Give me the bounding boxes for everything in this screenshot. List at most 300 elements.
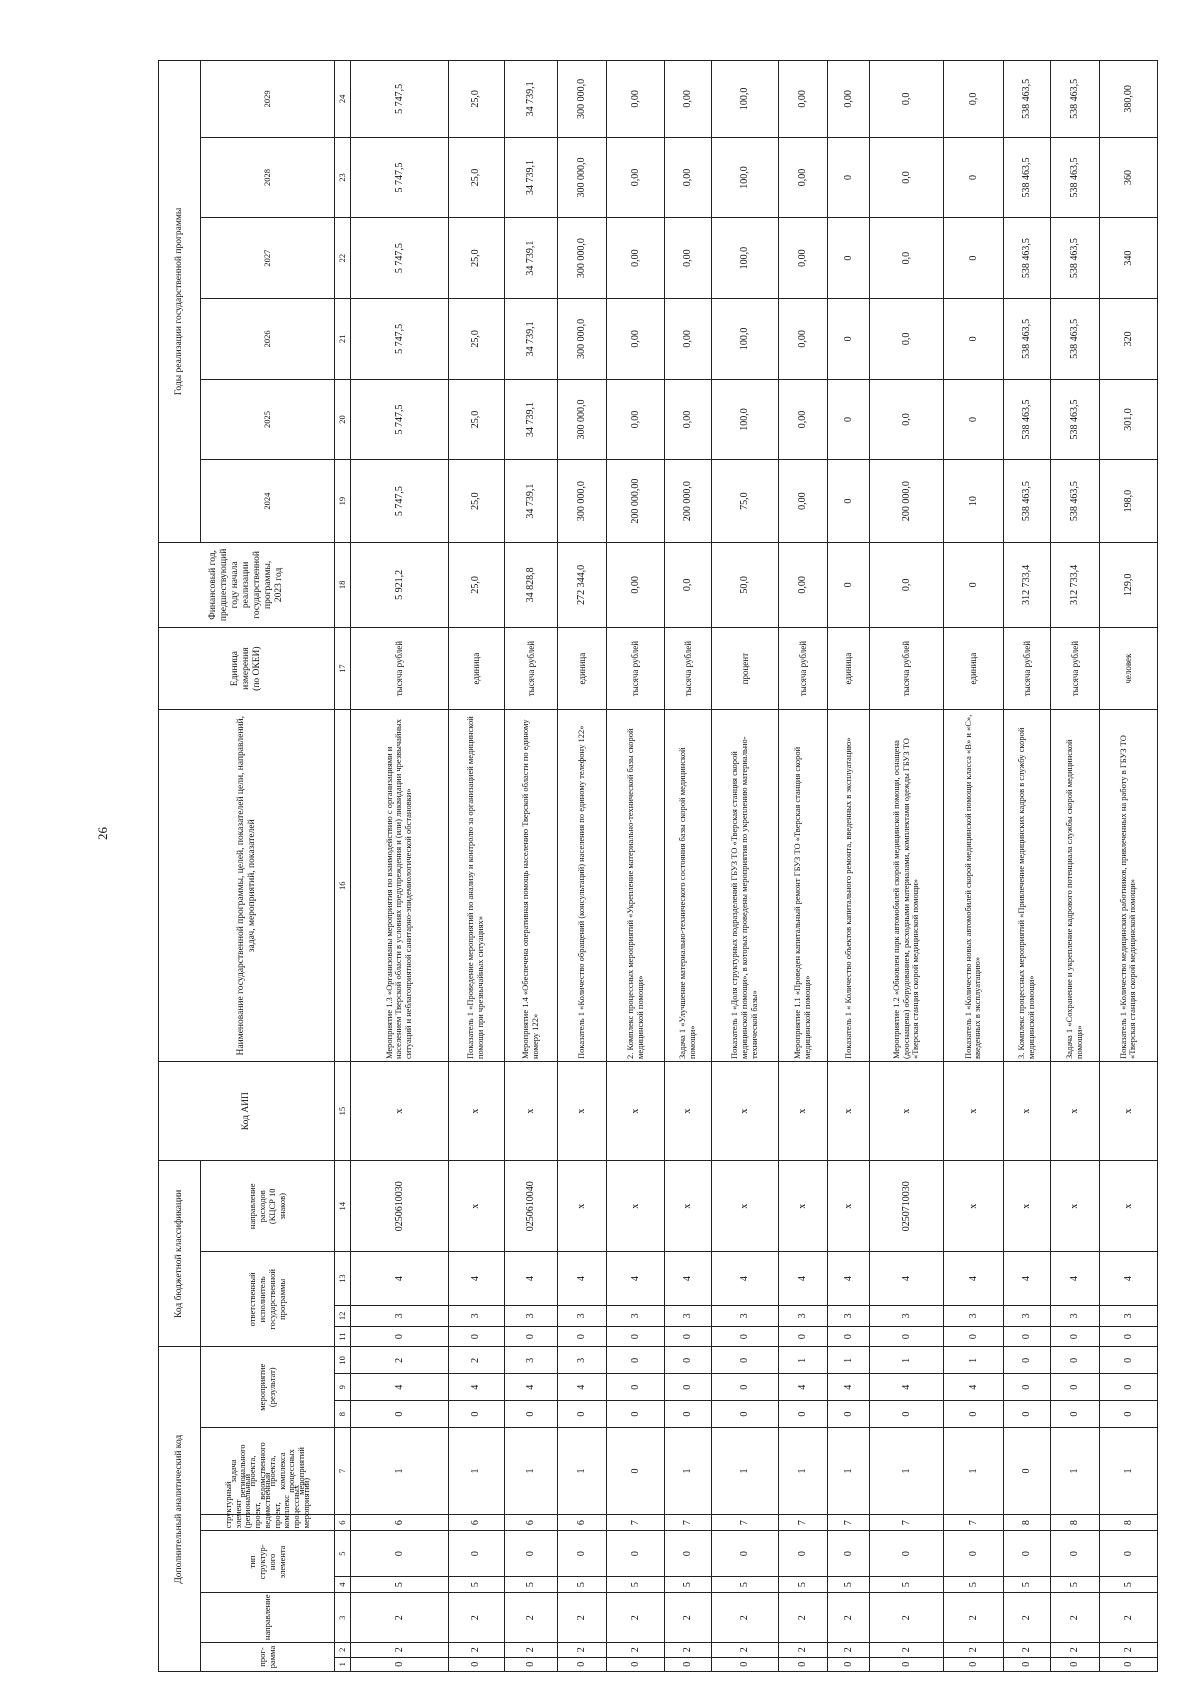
aip-cell: х (711, 1062, 778, 1161)
year-value-cell: 100,0 (711, 61, 778, 138)
year-value-cell: 0 (943, 137, 1003, 218)
name-cell: Показатель 1 «Количество обращений (консультаций) населения по единому телефону 122» (558, 710, 607, 1062)
year-value-cell: 0 (827, 218, 869, 299)
year-value-cell: 0,0 (870, 379, 944, 460)
code-cell: 1 (558, 1428, 607, 1515)
code-cell: 0 (1050, 1347, 1099, 1374)
code-cell: 4 (827, 1374, 869, 1401)
unit-cell: единица (943, 627, 1003, 710)
code-cell: 4 (448, 1374, 504, 1401)
code-cell: 3 (827, 1306, 869, 1327)
year-value-cell: 0,00 (827, 61, 869, 138)
unit-cell: тысяча рублей (870, 627, 944, 710)
code-cell: 5 (1004, 1576, 1051, 1593)
code-cell: 2 (1050, 1643, 1099, 1657)
code-cell: 0 (1004, 1326, 1051, 1347)
unit-cell: человек (1099, 627, 1157, 710)
page-number: 26 (95, 827, 110, 840)
code-cell: 4 (504, 1252, 558, 1306)
year-value-cell: 300 000,0 (558, 460, 607, 543)
column-number-cell: 11 (335, 1326, 351, 1347)
code-cell: 0 (1004, 1531, 1051, 1576)
year-value-cell: 0,00 (778, 298, 827, 379)
year-value-cell: 34 739,1 (504, 460, 558, 543)
column-number-cell: 10 (335, 1347, 351, 1374)
code-cell: 0 (665, 1347, 712, 1374)
code-cell: 2 (350, 1347, 448, 1374)
year-value-cell: 538 463,5 (1050, 298, 1099, 379)
code-cell: 0 (607, 1657, 665, 1671)
code-cell: 2 (607, 1643, 665, 1657)
name-cell: Показатель 1 «Проведение мероприятий по анализу и контролю за организацией медицинской помощи при чрезвычайных ситуациях» (448, 710, 504, 1062)
code-cell: 7 (943, 1514, 1003, 1531)
code-cell: 0 (448, 1531, 504, 1576)
code-cell: 2 (504, 1643, 558, 1657)
year-value-cell: 34 739,1 (504, 218, 558, 299)
code-cell: 0 (1004, 1374, 1051, 1401)
table-row (448, 61, 504, 1672)
code-cell: 1 (350, 1428, 448, 1515)
kcsr-cell: х (943, 1161, 1003, 1252)
code-cell: 4 (1050, 1252, 1099, 1306)
year-value-cell: 0,00 (665, 379, 712, 460)
year-value-cell: 538 463,5 (1004, 460, 1051, 543)
code-cell: 2 (558, 1643, 607, 1657)
code-cell: 4 (558, 1252, 607, 1306)
code-cell: 0 (448, 1401, 504, 1428)
year-value-cell: 0 (943, 298, 1003, 379)
code-cell: 0 (1050, 1374, 1099, 1401)
year-value-cell: 0,00 (607, 218, 665, 299)
year-value-cell: 100,0 (711, 379, 778, 460)
code-cell: 4 (350, 1374, 448, 1401)
aip-cell: х (504, 1062, 558, 1161)
fin-year-cell: 312 733,4 (1050, 542, 1099, 627)
code-cell: 5 (711, 1576, 778, 1593)
code-cell: 1 (943, 1347, 1003, 1374)
code-cell: 2 (558, 1593, 607, 1643)
code-cell: 1 (943, 1428, 1003, 1515)
year-value-cell: 0,00 (665, 298, 712, 379)
code-cell: 4 (504, 1374, 558, 1401)
header-year-2028: 2028 (201, 137, 335, 218)
code-cell: 1 (504, 1428, 558, 1515)
code-cell: 0 (558, 1531, 607, 1576)
code-cell: 0 (350, 1326, 448, 1347)
aip-cell: х (1099, 1062, 1157, 1161)
year-value-cell: 100,0 (711, 298, 778, 379)
code-cell: 3 (870, 1306, 944, 1327)
code-cell: 0 (827, 1326, 869, 1347)
code-cell: 7 (711, 1514, 778, 1531)
code-cell: 1 (778, 1347, 827, 1374)
unit-cell: тысяча рублей (665, 627, 712, 710)
code-cell: 3 (504, 1347, 558, 1374)
code-cell: 0 (350, 1401, 448, 1428)
fin-year-cell: 34 828,8 (504, 542, 558, 627)
code-cell: 0 (607, 1531, 665, 1576)
column-number-cell: 6 (335, 1514, 351, 1531)
year-value-cell: 34 739,1 (504, 137, 558, 218)
code-cell: 0 (778, 1326, 827, 1347)
year-value-cell: 5 747,5 (350, 460, 448, 543)
aip-cell: х (558, 1062, 607, 1161)
year-value-cell: 25,0 (448, 61, 504, 138)
aip-cell: х (665, 1062, 712, 1161)
code-cell: 3 (1004, 1306, 1051, 1327)
kcsr-cell: х (778, 1161, 827, 1252)
code-cell: 3 (558, 1306, 607, 1327)
code-cell: 0 (504, 1531, 558, 1576)
column-number-cell: 24 (335, 61, 351, 138)
year-value-cell: 538 463,5 (1004, 379, 1051, 460)
code-cell: 0 (350, 1657, 448, 1671)
table-row (943, 61, 1003, 1672)
code-cell: 1 (870, 1347, 944, 1374)
year-value-cell: 340 (1099, 218, 1157, 299)
year-value-cell: 300 000,0 (558, 61, 607, 138)
header-prog: прог- рамма (201, 1643, 335, 1672)
code-cell: 8 (1004, 1514, 1051, 1531)
code-cell: 4 (711, 1252, 778, 1306)
fin-year-cell: 0,0 (665, 542, 712, 627)
year-value-cell: 100,0 (711, 218, 778, 299)
code-cell: 0 (870, 1531, 944, 1576)
code-cell: 4 (870, 1252, 944, 1306)
aip-cell: х (827, 1062, 869, 1161)
code-cell: 0 (350, 1531, 448, 1576)
fin-year-cell: 25,0 (448, 542, 504, 627)
header-otvet: ответственный исполнитель государственной программы (201, 1252, 335, 1347)
year-value-cell: 34 739,1 (504, 61, 558, 138)
table-row (350, 61, 448, 1672)
column-number-cell: 1 (335, 1657, 351, 1671)
code-cell: 2 (448, 1643, 504, 1657)
code-cell: 6 (558, 1514, 607, 1531)
table-row (711, 61, 778, 1672)
unit-cell: единица (558, 627, 607, 710)
table-row (558, 61, 607, 1672)
table-row (607, 61, 665, 1672)
code-cell: 0 (711, 1374, 778, 1401)
year-value-cell: 5 747,5 (350, 379, 448, 460)
year-value-cell: 5 747,5 (350, 218, 448, 299)
code-cell: 0 (504, 1401, 558, 1428)
code-cell: 2 (870, 1593, 944, 1643)
column-number-row (335, 61, 351, 1672)
unit-cell: единица (448, 627, 504, 710)
code-cell: 0 (558, 1401, 607, 1428)
column-number-cell: 5 (335, 1531, 351, 1576)
header-dop-code: Дополнительный аналитический код (159, 1347, 201, 1672)
table-row (870, 61, 944, 1672)
code-cell: 3 (607, 1306, 665, 1327)
column-number-cell: 19 (335, 460, 351, 543)
code-cell: 0 (711, 1401, 778, 1428)
column-number-cell: 3 (335, 1593, 351, 1643)
year-value-cell: 300 000,0 (558, 298, 607, 379)
year-value-cell: 0,00 (778, 460, 827, 543)
code-cell: 5 (943, 1576, 1003, 1593)
code-cell: 0 (1099, 1401, 1157, 1428)
code-cell: 6 (504, 1514, 558, 1531)
year-value-cell: 320 (1099, 298, 1157, 379)
code-cell: 2 (665, 1593, 712, 1643)
year-value-cell: 0,0 (943, 61, 1003, 138)
header-budget-code: Код бюджетной классификации (159, 1161, 201, 1347)
code-cell: 3 (943, 1306, 1003, 1327)
year-value-cell: 538 463,5 (1050, 379, 1099, 460)
code-cell: 0 (870, 1401, 944, 1428)
code-cell: 0 (943, 1326, 1003, 1347)
year-value-cell: 538 463,5 (1050, 460, 1099, 543)
name-cell: Мероприятие 1.4 «Обеспечена оперативная помощь населению Тверской области по единому номеру 122» (504, 710, 558, 1062)
code-cell: 3 (711, 1306, 778, 1327)
code-cell: 1 (1099, 1428, 1157, 1515)
code-cell: 2 (1004, 1643, 1051, 1657)
name-cell: Мероприятие 1.1 «Проведен капитальный ремонт ГБУЗ ТО «Тверская станция скорой медицинской помощи» (778, 710, 827, 1062)
aip-cell: х (448, 1062, 504, 1161)
code-cell: 2 (1099, 1643, 1157, 1657)
code-cell: 5 (607, 1576, 665, 1593)
code-cell: 2 (711, 1643, 778, 1657)
column-number-cell: 22 (335, 218, 351, 299)
table-row (1099, 61, 1157, 1672)
code-cell: 0 (1099, 1531, 1157, 1576)
year-value-cell: 538 463,5 (1050, 218, 1099, 299)
column-number-cell: 21 (335, 298, 351, 379)
code-cell: 2 (778, 1593, 827, 1643)
year-value-cell: 300 000,0 (558, 218, 607, 299)
code-cell: 0 (665, 1531, 712, 1576)
aip-cell: х (870, 1062, 944, 1161)
aip-cell: х (1050, 1062, 1099, 1161)
code-cell: 6 (448, 1514, 504, 1531)
fin-year-cell: 0 (943, 542, 1003, 627)
year-value-cell: 100,0 (711, 137, 778, 218)
code-cell: 0 (504, 1326, 558, 1347)
code-cell: 0 (711, 1347, 778, 1374)
header-napr: направление (201, 1593, 335, 1643)
header-name: Наименование государственной программы, целей, показателей цели, направлений, задач, мероприятий, показателей (159, 710, 335, 1062)
header-year-2026: 2026 (201, 298, 335, 379)
year-value-cell: 538 463,5 (1004, 298, 1051, 379)
code-cell: 0 (778, 1657, 827, 1671)
code-cell: 5 (665, 1576, 712, 1593)
column-number-cell: 13 (335, 1252, 351, 1306)
year-value-cell: 34 739,1 (504, 298, 558, 379)
name-cell: Задача 1 «Улучшение материально-технического состояния базы скорой медицинской помощи» (665, 710, 712, 1062)
header-unit: Единица измерения (по ОКЕИ) (159, 627, 335, 710)
code-cell: 0 (827, 1531, 869, 1576)
column-number-cell: 23 (335, 137, 351, 218)
header-meropr: мероприятие (результат) (201, 1347, 335, 1428)
aip-cell: х (607, 1062, 665, 1161)
code-cell: 0 (1004, 1347, 1051, 1374)
code-cell: 3 (448, 1306, 504, 1327)
name-cell: 3. Комплекс процессных мероприятий «Привлечение медицинских кадров в службу скорой медицинской помощи» (1004, 710, 1051, 1062)
code-cell: 5 (504, 1576, 558, 1593)
year-value-cell: 0 (827, 460, 869, 543)
kcsr-cell: х (711, 1161, 778, 1252)
code-cell: 7 (827, 1514, 869, 1531)
code-cell: 0 (1099, 1326, 1157, 1347)
code-cell: 0 (827, 1401, 869, 1428)
code-cell: 2 (943, 1643, 1003, 1657)
fin-year-cell: 0,0 (870, 542, 944, 627)
year-value-cell: 538 463,5 (1050, 137, 1099, 218)
code-cell: 0 (778, 1531, 827, 1576)
year-value-cell: 0,00 (607, 61, 665, 138)
code-cell: 1 (1050, 1428, 1099, 1515)
code-cell: 8 (1050, 1514, 1099, 1531)
code-cell: 1 (827, 1347, 869, 1374)
code-cell: 0 (711, 1326, 778, 1347)
code-cell: 0 (1004, 1401, 1051, 1428)
year-value-cell: 0,00 (665, 218, 712, 299)
kcsr-cell: 0250610040 (504, 1161, 558, 1252)
code-cell: 0 (1050, 1657, 1099, 1671)
column-number-cell: 17 (335, 627, 351, 710)
name-cell: Показатель 1 «Доля структурных подразделений ГБУЗ ТО «Тверская станция скорой медицинской помощи», в которых проведены мероприятия по укреплению материально-технической базы» (711, 710, 778, 1062)
name-cell: Показатель 1 «Количество медицинских работников, привлеченных на работу в ГБУЗ ТО «Тверская станция скорой медицинской помощи» (1099, 710, 1157, 1062)
code-cell: 2 (607, 1593, 665, 1643)
year-value-cell: 0,00 (665, 61, 712, 138)
year-value-cell: 301,0 (1099, 379, 1157, 460)
year-value-cell: 0,0 (870, 137, 944, 218)
code-cell: 0 (943, 1401, 1003, 1428)
unit-cell: единица (827, 627, 869, 710)
code-cell: 2 (827, 1643, 869, 1657)
year-value-cell: 0,00 (665, 137, 712, 218)
code-cell: 3 (778, 1306, 827, 1327)
code-cell: 1 (778, 1428, 827, 1515)
column-number-cell: 8 (335, 1401, 351, 1428)
code-cell: 4 (778, 1374, 827, 1401)
table-row (1050, 61, 1099, 1672)
year-value-cell: 0,00 (778, 61, 827, 138)
year-value-cell: 300 000,0 (558, 137, 607, 218)
year-value-cell: 200 000,0 (665, 460, 712, 543)
table-row (1004, 61, 1051, 1672)
year-value-cell: 5 747,5 (350, 137, 448, 218)
year-value-cell: 25,0 (448, 460, 504, 543)
name-cell: Показатель 1 « Количество объектов капитального ремонта, введенных в эксплуатацию» (827, 710, 869, 1062)
code-cell: 0 (778, 1401, 827, 1428)
column-number-cell: 9 (335, 1374, 351, 1401)
kcsr-cell: х (607, 1161, 665, 1252)
code-cell: 0 (448, 1326, 504, 1347)
table-row (827, 61, 869, 1672)
code-cell: 2 (827, 1593, 869, 1643)
code-cell: 7 (870, 1514, 944, 1531)
code-cell: 5 (558, 1576, 607, 1593)
code-cell: 2 (1099, 1593, 1157, 1643)
year-value-cell: 5 747,5 (350, 298, 448, 379)
year-value-cell: 0,00 (607, 137, 665, 218)
code-cell: 2 (711, 1593, 778, 1643)
code-cell: 4 (665, 1252, 712, 1306)
column-number-cell: 14 (335, 1161, 351, 1252)
code-cell: 0 (870, 1657, 944, 1671)
code-cell: 4 (558, 1374, 607, 1401)
code-cell: 4 (448, 1252, 504, 1306)
year-value-cell: 538 463,5 (1004, 61, 1051, 138)
code-cell: 0 (665, 1326, 712, 1347)
code-cell: 0 (665, 1657, 712, 1671)
code-cell: 4 (827, 1252, 869, 1306)
unit-cell: тысяча рублей (778, 627, 827, 710)
fin-year-cell: 0,00 (778, 542, 827, 627)
fin-year-cell: 0,00 (607, 542, 665, 627)
kcsr-cell: х (558, 1161, 607, 1252)
code-cell: 0 (607, 1401, 665, 1428)
year-value-cell: 25,0 (448, 298, 504, 379)
year-value-cell: 0,0 (870, 298, 944, 379)
code-cell: 7 (778, 1514, 827, 1531)
fin-year-cell: 5 921,2 (350, 542, 448, 627)
code-cell: 0 (711, 1657, 778, 1671)
code-cell: 1 (827, 1428, 869, 1515)
code-cell: 5 (1099, 1576, 1157, 1593)
code-cell: 1 (711, 1428, 778, 1515)
column-number-cell: 15 (335, 1062, 351, 1161)
code-cell: 0 (607, 1326, 665, 1347)
year-value-cell: 360 (1099, 137, 1157, 218)
header-years-title: Годы реализации государственной программы (159, 61, 201, 543)
aip-cell: х (350, 1062, 448, 1161)
column-number-cell: 4 (335, 1576, 351, 1593)
year-value-cell: 300 000,0 (558, 379, 607, 460)
code-cell: 5 (1050, 1576, 1099, 1593)
table-row (665, 61, 712, 1672)
code-cell: 2 (350, 1643, 448, 1657)
kcsr-cell: 0250610030 (350, 1161, 448, 1252)
kcsr-cell: 0250710030 (870, 1161, 944, 1252)
header-napr-rash: направление расходов (КЦСР 10 знаков) (201, 1161, 335, 1252)
year-value-cell: 538 463,5 (1050, 61, 1099, 138)
code-cell: 0 (711, 1531, 778, 1576)
rotated-table-wrapper (158, 60, 1158, 1672)
year-value-cell: 0,00 (778, 379, 827, 460)
code-cell: 5 (448, 1576, 504, 1593)
code-cell: 0 (1004, 1428, 1051, 1515)
code-cell: 2 (943, 1593, 1003, 1643)
code-cell: 8 (1099, 1514, 1157, 1531)
code-cell: 3 (350, 1306, 448, 1327)
code-cell: 2 (1050, 1593, 1099, 1643)
kcsr-cell: х (665, 1161, 712, 1252)
fin-year-cell: 50,0 (711, 542, 778, 627)
code-cell: 6 (350, 1514, 448, 1531)
kcsr-cell: х (448, 1161, 504, 1252)
year-value-cell: 34 739,1 (504, 379, 558, 460)
code-cell: 5 (350, 1576, 448, 1593)
code-cell: 3 (1099, 1306, 1157, 1327)
unit-cell: тысяча рублей (1050, 627, 1099, 710)
code-cell: 4 (778, 1252, 827, 1306)
year-value-cell: 25,0 (448, 379, 504, 460)
code-cell: 4 (350, 1252, 448, 1306)
code-cell: 0 (943, 1531, 1003, 1576)
year-value-cell: 198,0 (1099, 460, 1157, 543)
column-number-cell: 12 (335, 1306, 351, 1327)
fin-year-cell: 272 344,0 (558, 542, 607, 627)
name-cell: 2. Комплекс процессных мероприятий «Укрепление материально-технической базы скорой медицинской помощи» (607, 710, 665, 1062)
unit-cell: тысяча рублей (607, 627, 665, 710)
unit-cell: процент (711, 627, 778, 710)
kcsr-cell: х (1099, 1161, 1157, 1252)
